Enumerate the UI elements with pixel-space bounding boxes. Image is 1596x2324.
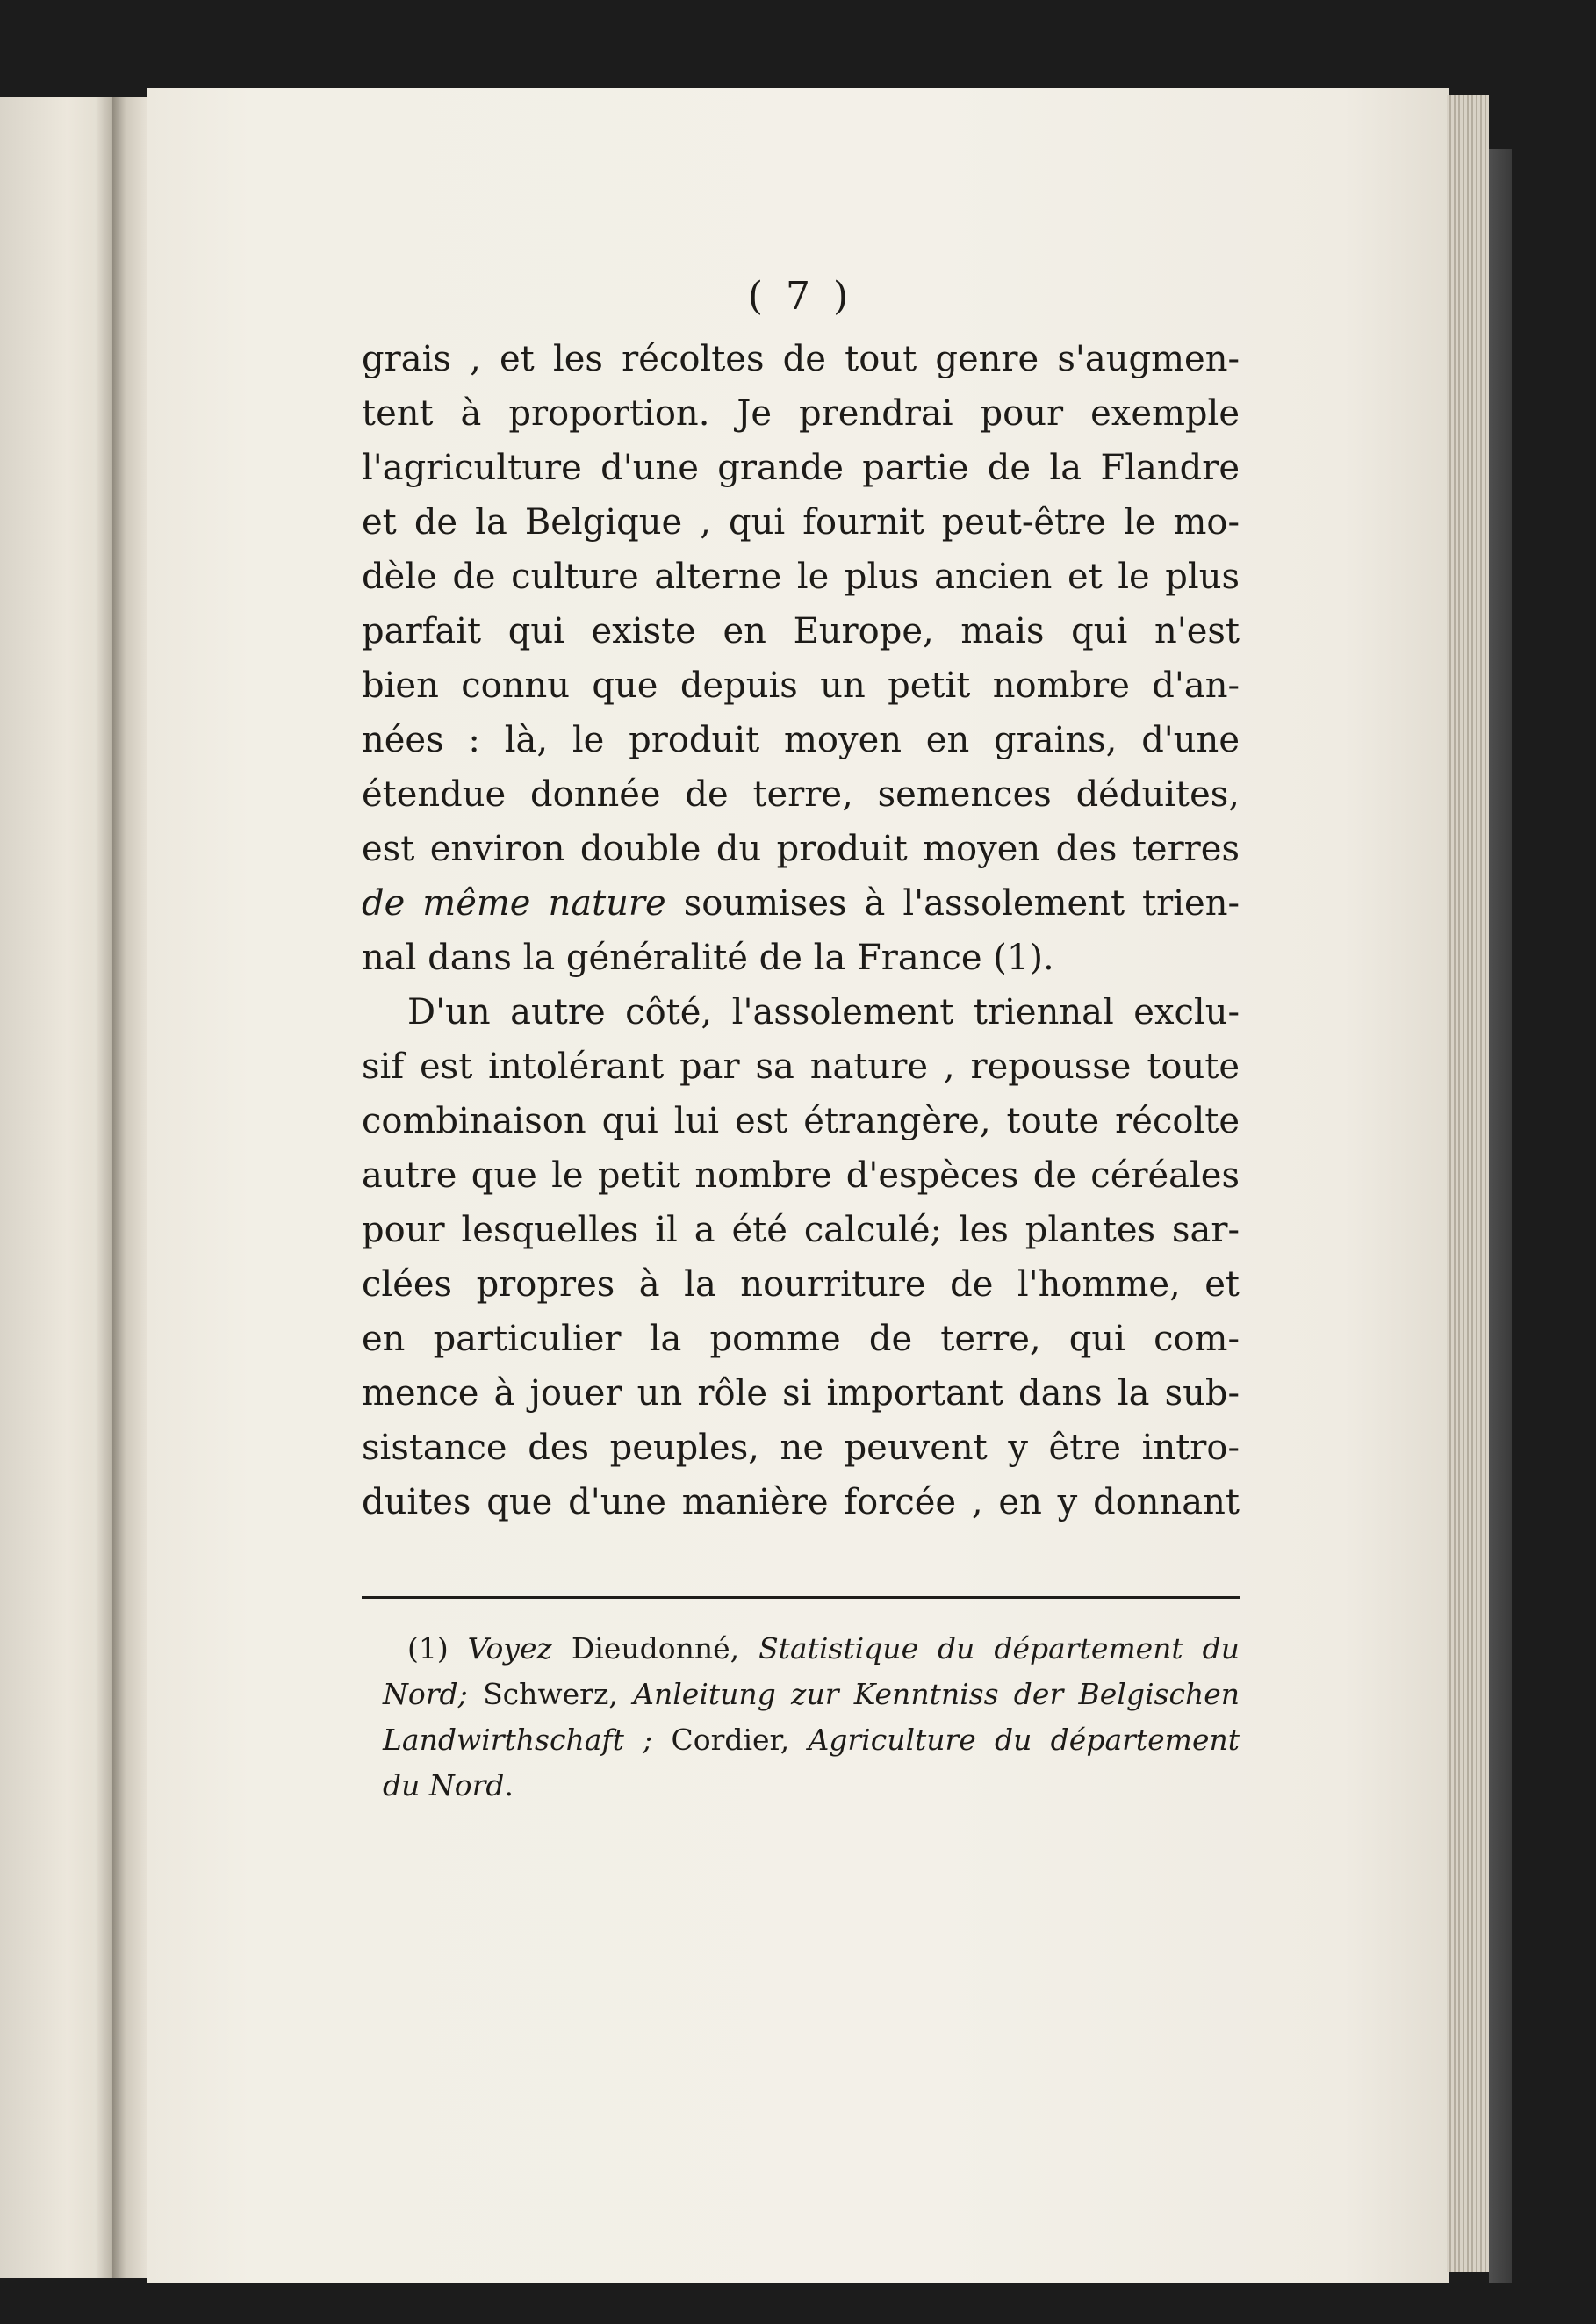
text-span: pour lesquelles il a été calculé; les plantes sar- xyxy=(362,1210,1240,1250)
text-line xyxy=(362,767,1240,822)
text-span: mence à jouer un rôle si important dans la sub- xyxy=(362,1373,1240,1414)
text-span: l'agriculture d'une grande partie de la Flandre xyxy=(362,448,1240,488)
text-line xyxy=(362,495,1240,550)
text-span: est environ double du produit moyen des terres xyxy=(362,829,1240,869)
text-span: D'un autre côté, l'assolement triennal exclu- xyxy=(407,992,1240,1032)
text-line xyxy=(362,604,1240,658)
footnote-line xyxy=(383,1763,1240,1809)
text-span: sif est intolérant par sa nature , repousse toute xyxy=(362,1047,1240,1087)
text-span: combinaison qui lui est étrangère, toute récolte xyxy=(362,1101,1240,1141)
text-line xyxy=(362,822,1240,876)
text-span: dèle de culture alterne le plus ancien et le plus xyxy=(362,557,1240,597)
text-span: et de la Belgique , qui fournit peut-être le mo- xyxy=(362,502,1240,543)
text-line xyxy=(362,658,1240,713)
page-block-edges xyxy=(1447,95,1489,2272)
text-span: bien connu que depuis un petit nombre d'an- xyxy=(362,666,1240,706)
italic-text: Landwirthschaft ; xyxy=(383,1723,653,1757)
text-line xyxy=(362,441,1240,495)
text-line xyxy=(362,1366,1240,1421)
italic-text: Anleitung zur Kenntniss der Belgischen xyxy=(633,1677,1240,1711)
text-span: étendue donnée de terre, semences déduites, xyxy=(362,774,1240,815)
book-cover-edge xyxy=(1489,149,1512,2283)
text-span: soumises à l'assolement trien- xyxy=(665,883,1240,924)
text-span: Cordier, xyxy=(652,1723,809,1757)
text-span: nal dans la généralité de la France (1). xyxy=(362,938,1054,978)
text-line xyxy=(362,1421,1240,1475)
text-line xyxy=(362,332,1240,386)
text-span: nées : là, le produit moyen en grains, d'une xyxy=(362,720,1240,760)
text-line xyxy=(362,713,1240,767)
text-line xyxy=(362,386,1240,441)
text-line xyxy=(362,876,1240,931)
text-span: Dieudonné, xyxy=(551,1631,759,1666)
left-page-edge xyxy=(0,97,112,2278)
text-line xyxy=(362,1040,1240,1094)
text-span: tent à proportion. Je prendrai pour exemple xyxy=(362,393,1240,434)
text-line xyxy=(362,550,1240,604)
italic-text: Voyez xyxy=(467,1631,552,1666)
text-span: clées propres à la nourriture de l'homme, et xyxy=(362,1264,1240,1305)
text-line xyxy=(362,1148,1240,1203)
footnote-line xyxy=(383,1626,1240,1672)
text-span: grais , et les récoltes de tout genre s'augmen- xyxy=(362,339,1240,379)
text-span: parfait qui existe en Europe, mais qui n'est xyxy=(362,611,1240,651)
page-number: ( 7 ) xyxy=(747,274,854,319)
text-line xyxy=(362,1094,1240,1148)
text-span: . xyxy=(504,1768,514,1802)
text-span: autre que le petit nombre d'espèces de céréales xyxy=(362,1155,1240,1196)
text-span: (1) xyxy=(407,1631,468,1666)
text-span: duites que d'une manière forcée , en y donnant xyxy=(362,1482,1240,1522)
text-span: sistance des peuples, ne peuvent y être intro- xyxy=(362,1428,1240,1468)
text-line xyxy=(362,1312,1240,1366)
italic-text: Nord; xyxy=(383,1677,468,1711)
italic-text: du Nord xyxy=(383,1768,505,1802)
text-line xyxy=(362,985,1240,1040)
footnote xyxy=(383,1626,1240,1809)
footnote-line xyxy=(383,1717,1240,1763)
text-span: en particulier la pomme de terre, qui com- xyxy=(362,1319,1240,1359)
text-line xyxy=(362,931,1240,985)
italic-text: Agriculture du département xyxy=(808,1723,1240,1757)
book-gutter xyxy=(112,97,151,2278)
footnote-line xyxy=(383,1672,1240,1717)
text-line xyxy=(362,1475,1240,1529)
text-line xyxy=(362,1203,1240,1257)
body-text xyxy=(362,332,1240,1529)
text-line xyxy=(362,1257,1240,1312)
text-span: Schwerz, xyxy=(467,1677,634,1711)
italic-text: Statistique du département du xyxy=(758,1631,1240,1666)
footnote-rule xyxy=(362,1596,1240,1599)
italic-text: de même nature xyxy=(362,883,666,924)
